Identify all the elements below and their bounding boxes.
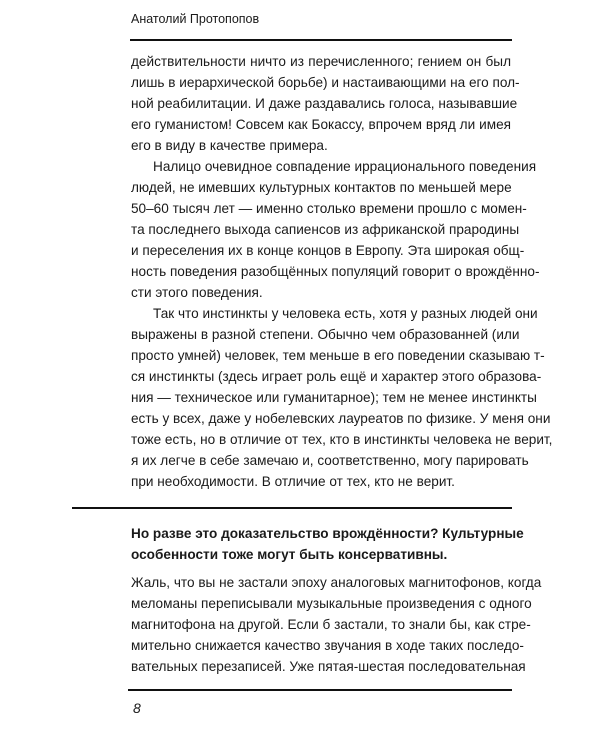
answer: [131, 572, 542, 677]
text-line: вательных перезаписей. Уже пятая-шестая последовательная: [131, 659, 526, 674]
text-line: Жаль, что вы не застали эпоху аналоговых магнитофонов, когда: [131, 575, 542, 590]
text-line: Налицо очевидное совпадение иррационального поведения: [153, 159, 537, 174]
text-line: лишь в иерархической борьбе) и настаивающими на его пол-: [131, 75, 520, 90]
text-line: и переселения их в конце концов в Европу. Эта широкая общ-: [131, 243, 525, 258]
text-line: сти этого поведения.: [131, 285, 263, 300]
running-header-author: Анатолий Протопопов: [131, 12, 260, 26]
text-line: ния — техническое или гуманитарное); тем не менее инстинкты: [131, 390, 537, 405]
text-line: ся инстинкты (здесь играет роль ещё и характер этого образова-: [131, 369, 542, 384]
paragraph-1: [131, 51, 520, 156]
header-rule: [130, 39, 512, 41]
text-line: выражены в разной степени. Обычно чем образованней (или: [131, 327, 520, 342]
text-line: 50–60 тысяч лет — именно столько времени прошло с момен-: [131, 201, 527, 216]
text-line: просто умней) человек, тем меньше в его поведении сказываю т-: [131, 348, 545, 363]
section-divider: [72, 507, 512, 509]
page-number: 8: [133, 700, 141, 716]
text-line: его гуманистом! Совсем как Бокассу, впрочем вряд ли имея: [131, 117, 511, 132]
text-line: действительности ничто из перечисленного; гением он был: [131, 54, 511, 69]
question-line: особенности тоже могут быть консервативны.: [131, 547, 448, 562]
text-line: тоже есть, но в отличие от тех, кто в инстинкты человека не верит,: [131, 432, 553, 447]
text-line: мительно снижается качество звучания в ходе таких последо-: [131, 638, 524, 653]
text-line: та последнего выхода сапиенсов из африканской прародины: [131, 222, 520, 237]
text-line: ной реабилитации. И даже раздавались голоса, называвшие: [131, 96, 518, 111]
paragraph-3: [131, 303, 553, 492]
text-line: людей, не имевших культурных контактов по меньшей мере: [131, 180, 512, 195]
text-line: я их легче в себе замечаю и, соответственно, могу парировать: [131, 453, 529, 468]
text-line: ность поведения разобщённых популяций говорит о врождённо-: [131, 264, 540, 279]
text-line: его в виду в качестве примера.: [131, 138, 328, 153]
text-line: при необходимости. В отличие от тех, кто не верит.: [131, 474, 455, 489]
footer-rule: [128, 689, 512, 691]
question: [131, 523, 524, 565]
text-line: магнитофона на другой. Если б застали, то знали бы, как стре-: [131, 617, 531, 632]
text-line: есть у всех, даже у нобелевских лауреатов по физике. У меня они: [131, 411, 551, 426]
question-line: Но разве это доказательство врождённости? Культурные: [131, 526, 524, 541]
paragraph-2: [131, 156, 540, 303]
text-line: Так что инстинкты у человека есть, хотя у разных людей они: [153, 306, 538, 321]
text-line: меломаны переписывали музыкальные произведения с одного: [131, 596, 532, 611]
